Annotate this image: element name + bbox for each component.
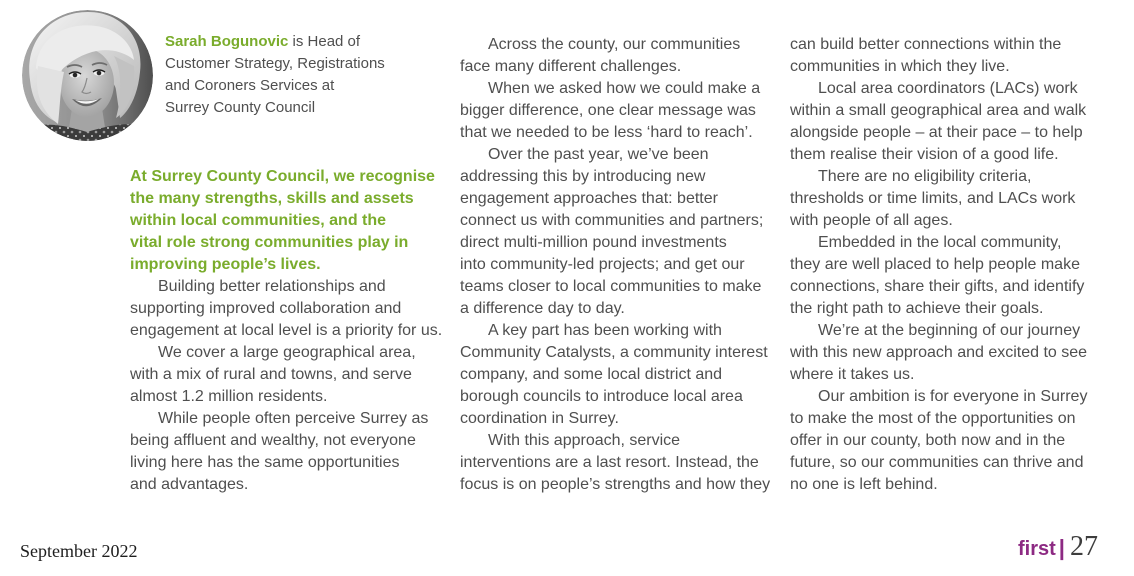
paragraph-line: We’re at the beginning of our journey [818, 322, 1081, 339]
paragraph-line: Building better relationships and [158, 278, 386, 295]
folio-separator: | [1058, 535, 1065, 560]
paragraph [460, 34, 780, 78]
paragraph-line: Community Catalysts, a community interest [460, 344, 768, 361]
paragraph-line: Over the past year, we’ve been [488, 146, 709, 163]
paragraph-line: a difference day to day. [460, 300, 625, 317]
paragraph-line: them realise their vision of a good life. [790, 146, 1059, 163]
paragraph-line: that we needed to be less ‘hard to reach’. [460, 124, 753, 141]
paragraph-line: the right path to achieve their goals. [790, 300, 1044, 317]
author-bio-line: Customer Strategy, Registrations [165, 55, 385, 72]
article-column-3 [790, 34, 1110, 496]
paragraph-line: company, and some local district and [460, 366, 723, 383]
paragraph-line: We cover a large geographical area, [158, 344, 416, 361]
paragraph-line: to make the most of the opportunities on [790, 410, 1076, 427]
paragraph-line: With this approach, service [488, 432, 681, 449]
paragraph-line: face many different challenges. [460, 58, 682, 75]
paragraph [460, 320, 780, 430]
author-bio-line: and Coroners Services at [165, 77, 335, 94]
paragraph-line: When we asked how we could make a [488, 80, 761, 97]
paragraph-line: almost 1.2 million residents. [130, 388, 328, 405]
paragraph-line: focus is on people’s strengths and how they [460, 476, 771, 493]
paragraph-line: teams closer to local communities to make [460, 278, 762, 295]
author-portrait-image [22, 10, 153, 141]
paragraph-line: connect us with communities and partners; [460, 212, 764, 229]
paragraph-line: Local area coordinators (LACs) work [818, 80, 1078, 97]
paragraph-line: coordination in Surrey. [460, 410, 619, 427]
page-folio [1018, 532, 1098, 564]
paragraph [460, 430, 780, 496]
paragraph-line: no one is left behind. [790, 476, 938, 493]
paragraph-line: they are well placed to help people make [790, 256, 1080, 273]
magazine-logo: first [1018, 538, 1056, 560]
paragraph-continued [790, 34, 1110, 78]
paragraph-line: communities in which they live. [790, 58, 1010, 75]
page-number: 27 [1069, 531, 1098, 562]
paragraph [790, 166, 1110, 232]
author-bio-line: Surrey County Council [165, 99, 316, 116]
paragraph-line: where it takes us. [790, 366, 915, 383]
author-bio-line [165, 31, 385, 53]
paragraph-line: supporting improved collaboration and [130, 300, 402, 317]
author-name: Sarah Bogunovic [165, 33, 289, 50]
paragraph-line: There are no eligibility criteria, [818, 168, 1032, 185]
paragraph-line: into community-led projects; and get our [460, 256, 745, 273]
paragraph-line: While people often perceive Surrey as [158, 410, 429, 427]
paragraph [130, 342, 450, 408]
paragraph-line: can build better connections within the [790, 36, 1062, 53]
issue-date: September 2022 [20, 541, 138, 561]
paragraph-line: with people of all ages. [790, 212, 953, 229]
paragraph-line: Embedded in the local community, [818, 234, 1062, 251]
intro-line: the many strengths, skills and assets [130, 190, 414, 207]
paragraph [130, 276, 450, 342]
paragraph-line: addressing this by introducing new [460, 168, 706, 185]
paragraph-line: A key part has been working with [488, 322, 722, 339]
paragraph-line: engagement at local level is a priority for us. [130, 322, 443, 339]
intro-line: within local communities, and the [130, 212, 387, 229]
paragraph [790, 386, 1110, 496]
paragraph-line: connections, share their gifts, and identify [790, 278, 1085, 295]
intro-line: vital role strong communities play in [130, 234, 409, 251]
author-photo [22, 10, 153, 141]
paragraph [460, 78, 780, 144]
paragraph-line: being affluent and wealthy, not everyone [130, 432, 416, 449]
author-role-start: is Head of [292, 33, 361, 50]
paragraph-line: future, so our communities can thrive and [790, 454, 1084, 471]
paragraph-line: borough councils to introduce local area [460, 388, 743, 405]
intro-line: At Surrey County Council, we recognise [130, 168, 435, 185]
paragraph-line: Our ambition is for everyone in Surrey [818, 388, 1088, 405]
paragraph [790, 78, 1110, 166]
paragraph-line: interventions are a last resort. Instead, the [460, 454, 759, 471]
intro-standfirst [130, 166, 450, 276]
article-column-2 [460, 34, 780, 496]
paragraph-line: and advantages. [130, 476, 249, 493]
paragraph [460, 144, 780, 320]
paragraph [130, 408, 450, 496]
paragraph-line: alongside people – at their pace – to help [790, 124, 1083, 141]
paragraph-line: within a small geographical area and walk [790, 102, 1087, 119]
intro-line: improving people’s lives. [130, 256, 321, 273]
paragraph [790, 232, 1110, 320]
paragraph-line: engagement approaches that: better [460, 190, 718, 207]
author-bio [165, 31, 385, 119]
paragraph-line: bigger difference, one clear message was [460, 102, 756, 119]
article-column-1 [130, 166, 450, 496]
paragraph-line: offer in our county, both now and in the [790, 432, 1066, 449]
paragraph-line: Across the county, our communities [488, 36, 741, 53]
paragraph [790, 320, 1110, 386]
paragraph-line: living here has the same opportunities [130, 454, 400, 471]
paragraph-line: direct multi-million pound investments [460, 234, 727, 251]
paragraph-line: with this new approach and excited to see [790, 344, 1088, 361]
paragraph-line: with a mix of rural and towns, and serve [130, 366, 412, 383]
paragraph-line: thresholds or time limits, and LACs work [790, 190, 1076, 207]
